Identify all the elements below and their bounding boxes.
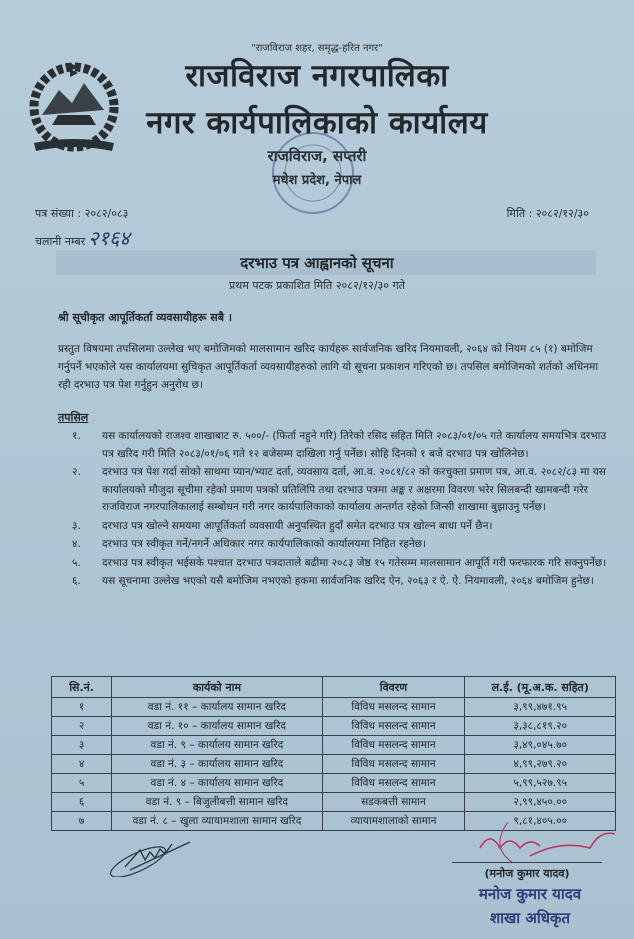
term-number: ६. [72,575,81,587]
published-date: प्रथम पटक प्रकाशित मिति २०८२/१२/३० गते [229,279,405,292]
cell-cost: ३,४९,०४५.७० [465,736,616,755]
date-value: २०८२/१२/३० [535,207,589,220]
term-number: २. [72,466,81,478]
cell-work-name: वडा नं. ८ – खुला व्यायामशाला सामान खरिद [112,812,322,831]
officer-stamp-name: मनोज कुमार यादव [478,885,582,903]
addressee: श्री सूचीकृत आपूर्तिकर्ता व्यवसायीहरू सबै । [58,311,232,324]
terms-list [72,428,607,592]
table-row [52,698,616,717]
cell-serial: १ [52,698,112,717]
notice-date [507,206,589,221]
cell-cost: २,९९,४५०.०० [465,793,616,812]
cell-cost: ५,९९,५२७.९५ [465,774,616,793]
term-number: ४. [72,538,81,550]
cell-description: विविध मसलन्द सामान [322,755,465,774]
letter-number-value: २०८२/०८३ [84,207,129,220]
term-number: ५. [72,556,81,569]
header-description: विवरण [322,677,465,698]
cell-cost: ३,९९,४७१.९५ [465,698,616,717]
letter-number-label: पत्र संख्या : [35,207,82,220]
officer-name: (मनोज कुमार यादव) [484,867,570,880]
term-item [72,428,607,463]
header-work-name: कार्यको नाम [112,677,322,698]
notice-body: प्रस्तुत विषयमा तपसिलमा उल्लेख भए बमोजिमको मालसामान खरिद कार्यहरू सार्वजनिक खरिद नियमावली, २०६४ को नियम ८५ (१) बमोजिम गर्नुपर्ने भएकोले यस कार्यालयमा सुचिकृत आपूर्तिकर्ता व्यवसायीहरुको लागि यो सूचना प्रकाशन गरिएको छ। तपसिल बमोजिमको शर्तको अधिनमा रही दरभाउ पत्र पेश गर्नुहुन अनुरोध छ। [58,343,599,391]
cell-serial: ६ [52,793,112,812]
term-item [72,464,607,517]
notice-title: दरभाउ पत्र आह्वानको सूचना [240,254,394,272]
cell-serial: ७ [52,812,112,831]
term-item [72,536,607,554]
cell-serial: ४ [52,755,112,774]
header-serial: सि.नं. [52,677,112,698]
term-text: दरभाउ पत्र खोल्ने समयमा आपूर्तिकर्ता व्यवसायी अनुपस्थित हुदाँ समेत दरभाउ पत्र खोल्न बाधा पर्ने छैन। [102,519,493,532]
term-text: दरभाउ पत्र स्वीकृत भईसके पश्चात दरभाउ पत्रदाताले बढीमा २०८३ जेष्ठ १५ गतेसम्म मालसामान आपूर्ति गरी फरफारक गरि सक्नुपर्नेछ। [102,556,607,569]
cell-work-name: वडा नं. १० – कार्यालय सामान खरिद [112,717,322,736]
address-line-2: मधेश प्रदेश, नेपाल [272,173,362,188]
dispatch-number-value: २१६४ [88,226,130,250]
term-text: यस सूचनामा उल्लेख भएको यसै बमोजिम नभएको हकमा सार्वजनिक खरिद ऐन, २०६३ र ऐ. ऐ. नियमावली, २०६४ बमोजिम हुनेछ। [102,575,594,587]
office-name: नगर कार्यपालिकाको कार्यालय [146,105,488,141]
municipality-slogan: "राजविराज शहर, समृद्ध-हरित नगर" [251,43,383,54]
dispatch-number-label: चलानी नम्बर [35,235,86,248]
cell-cost: ४,९९,२७९.२० [465,755,616,774]
cell-description: विविध मसलन्द सामान [322,774,465,793]
table-row [52,717,616,736]
officer-stamp-title: शाखा अधिकृत [489,909,571,927]
cell-description: व्यायामशालाको सामान [322,812,465,831]
term-text: दरभाउ पत्र स्वीकृत गर्ने/नगर्ने अधिकार नगर कार्यपालिकाको कार्यालयमा निहित रहनेछ। [102,538,426,550]
header-cost-estimate: ल.ई. (मू.अ.क. सहित) [465,677,616,698]
handwritten-signature-left [100,832,200,877]
cell-description: विविध मसलन्द सामान [322,736,465,755]
cell-serial: २ [52,717,112,736]
term-item [72,555,607,573]
table-row [52,793,616,812]
cell-work-name: वडा नं. ३ – कार्यालय सामान खरिद [112,755,322,774]
cell-serial: ३ [52,736,112,755]
dispatch-number [35,224,130,251]
term-number: ३. [72,519,81,532]
date-label: मिति : [506,207,533,220]
term-text: यस कार्यालयको राजश्व शाखाबाट रु. ५००/- (फिर्ता नहुने गरि) तिरेको रसिद सहित मिति २०८३/०१/०५ गते कार्यालय समयभित्र दरभाउ पत्र खरिद गरी मिति २०८३/०१/०६ गते १२ बजेसम्म दाखिला गर्नु पर्नेछ। सोहि दिनको १ बजे दरभाउ पत्र खोलिनेछ। [102,430,607,460]
cell-description: सडकबत्ती सामान [322,793,465,812]
cell-cost: ९,८१,४०५.०० [465,812,616,831]
table-row [52,736,616,755]
cell-work-name: वडा नं. ९ – कार्यालय सामान खरिद [112,736,322,755]
handwritten-signature-right [470,822,620,862]
table-row [52,755,616,774]
table-row [52,774,616,793]
cell-work-name: वडा नं. ४ – कार्यालय सामान खरिद [112,774,322,793]
letter-number [35,206,128,221]
cell-cost: ३,३८,८१९.२० [465,717,616,736]
cell-work-name: वडा नं. ११ – कार्यालय सामान खरिद [112,698,322,717]
term-text: दरभाउ पत्र पेश गर्दा सोको साथमा प्यान/भ्याट दर्ता, व्यवसाय दर्ता, आ.व. २०८१/८२ को करचुक्ता प्रमाण पत्र, आ.व. २०८२/८३ मा यस कार्यालयको मौजुदा सूचीमा रहेको प्रमाण पत्रको प्रतिलिपि तथा दरभाउ पत्रमा अङ्क र अक्षरमा विवरण भरेर सिलबन्दी खामबन्दी गरेर राजविराज नगरपालिकालाई सम्बोधन गरी नगर कार्यपालिकाको कार्यालय अन्तर्गत रहेको जिन्सी शाखामा बुझाउनु पर्नेछ। [102,466,606,513]
municipality-name: राजविराज नगरपालिका [185,58,449,94]
cell-work-name: वडा नं. ९ – बिजुलीबत्ती सामान खरिद [112,793,322,812]
signature-line [452,862,602,863]
term-item [72,518,607,536]
section-heading: तपसिल [58,411,89,424]
term-item [72,573,607,591]
procurement-table [51,676,616,831]
term-number: १. [72,430,81,442]
address-line-1: राजविराज, सप्तरी [267,147,367,165]
cell-description: विविध मसलन्द सामान [322,698,465,717]
table-header-row [52,677,616,698]
cell-description: विविध मसलन्द सामान [322,717,465,736]
cell-serial: ५ [52,774,112,793]
